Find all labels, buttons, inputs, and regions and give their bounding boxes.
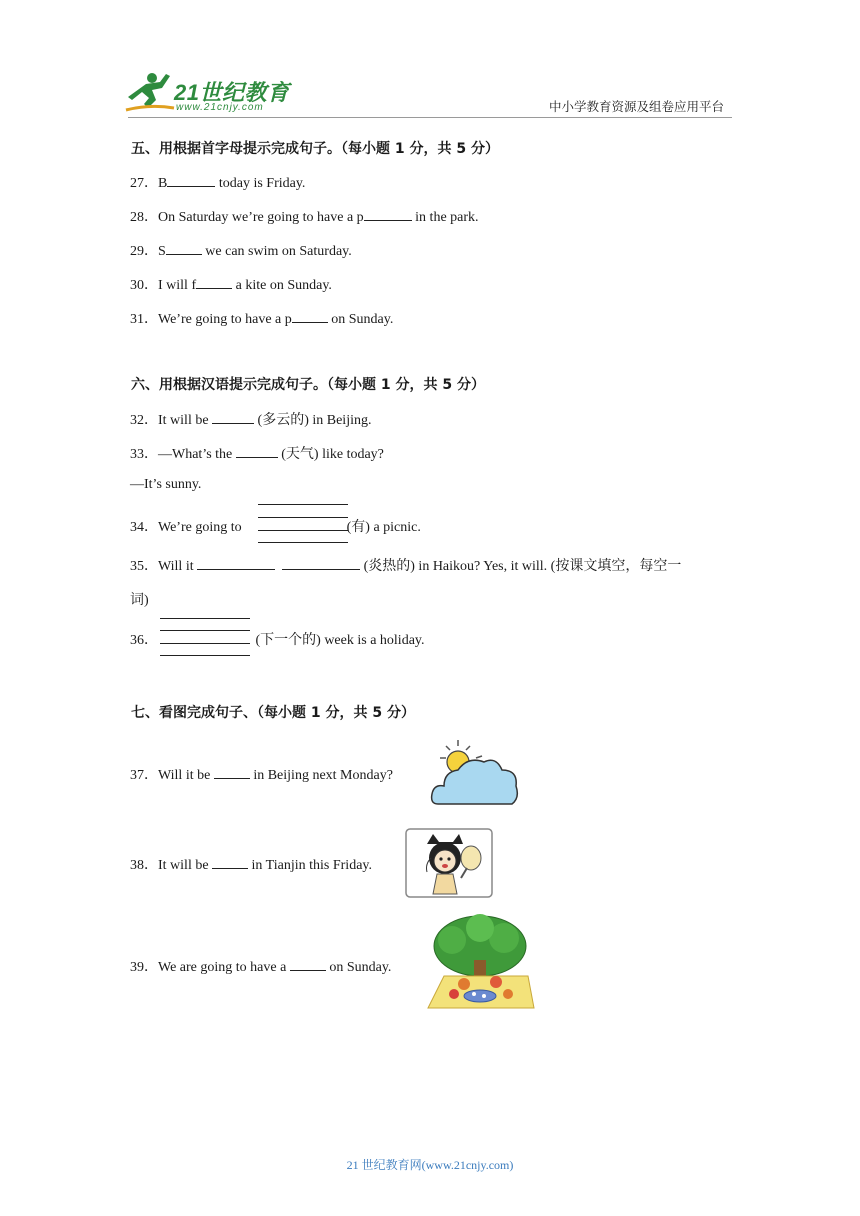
question-text-pre: I will f	[158, 278, 197, 293]
answer-blank[interactable]	[212, 854, 248, 869]
answer-blank[interactable]	[236, 443, 278, 458]
question-text-post: today is Friday.	[215, 176, 306, 191]
question-number: 36．	[130, 633, 158, 648]
question-number: 39．	[130, 960, 158, 975]
question-text-post: in Tianjin this Friday.	[248, 858, 372, 873]
answer-blank-1[interactable]	[197, 555, 275, 570]
question-29	[130, 240, 352, 260]
answer-blank[interactable]	[290, 956, 326, 971]
footer-text: 21 世纪教育网(www.21cnjy.com)	[346, 1158, 514, 1172]
section-6-title: 六、用根据汉语提示完成句子。（每小题 1 分，共 5 分）	[131, 377, 485, 393]
question-text-post: (下一个的) week is a holiday.	[252, 633, 425, 648]
question-text-pre: We’re going to	[158, 520, 246, 535]
answer-blank[interactable]	[214, 764, 250, 779]
question-35	[130, 555, 681, 575]
question-number: 38．	[130, 858, 158, 873]
question-number: 35．	[130, 559, 158, 574]
question-37	[130, 764, 393, 784]
question-text-post: in Beijing next Monday?	[249, 768, 393, 783]
question-text-pre: Will it be	[158, 768, 214, 783]
question-number: 33．	[130, 447, 158, 462]
question-text-pre: S	[158, 244, 166, 259]
question-text-pre: B	[158, 176, 168, 191]
question-text-pre: It will be	[158, 858, 213, 873]
answer-blank[interactable]	[364, 206, 412, 221]
answer-blank[interactable]	[167, 172, 215, 187]
platform-label: 中小学教育资源及组卷应用平台	[549, 99, 725, 114]
answer-line	[160, 618, 250, 619]
question-27	[130, 172, 305, 192]
question-text-post: (有) a picnic.	[343, 520, 421, 535]
question-text-post: (天气) like today?	[277, 447, 384, 462]
question-text-post: (炎热的) in Haikou? Yes, it will. (按课文填空，每空一	[360, 559, 682, 574]
question-text-pre: Will it	[158, 559, 198, 574]
question-text-post: on Sunday.	[325, 960, 392, 975]
question-text-post: on Sunday.	[327, 312, 394, 327]
question-number: 37．	[130, 768, 158, 783]
section-7-title: 七、看图完成句子、（每小题 1 分，共 5 分）	[131, 705, 415, 721]
section-5-title: 五、用根据首字母提示完成句子。（每小题 1 分，共 5 分）	[131, 141, 499, 157]
header-divider	[128, 117, 732, 118]
question-39	[130, 956, 391, 976]
question-32	[130, 409, 371, 429]
answer-blank[interactable]	[212, 409, 254, 424]
question-text-pre: We are going to have a	[158, 960, 290, 975]
question-text-post: a kite on Sunday.	[232, 278, 332, 293]
brand-logo	[122, 70, 292, 116]
runner-logo-icon	[122, 70, 178, 114]
question-number: 29．	[130, 244, 158, 259]
question-number: 31．	[130, 312, 158, 327]
question-text-post: (多云的) in Beijing.	[254, 413, 372, 428]
answer-blank[interactable]	[292, 308, 328, 323]
question-text-post: in the park.	[411, 210, 479, 225]
cloud-sun-icon	[428, 736, 522, 808]
brand-site: www.21cnjy.com	[176, 102, 264, 113]
question-number: 27．	[130, 176, 158, 191]
answer-line	[258, 504, 348, 505]
question-30	[130, 274, 332, 294]
answer-blank[interactable]	[196, 274, 232, 289]
question-35-wrap: 词)	[130, 593, 149, 608]
question-34	[130, 516, 421, 536]
question-number: 32．	[130, 413, 158, 428]
question-text-pre: On Saturday we’re going to have a p	[158, 210, 364, 225]
question-number: 28．	[130, 210, 158, 225]
question-36	[130, 629, 425, 649]
question-text-post: we can swim on Saturday.	[201, 244, 352, 259]
question-31	[130, 308, 393, 328]
brand-name: 21世纪教育	[174, 80, 290, 105]
question-number: 34．	[130, 520, 158, 535]
picnic-tree-icon	[424, 910, 536, 1016]
question-38	[130, 854, 372, 874]
answer-blank[interactable]	[166, 240, 202, 255]
question-33-answer: —It’s sunny.	[130, 477, 202, 492]
question-28	[130, 206, 479, 226]
question-text-pre: It will be	[158, 413, 213, 428]
answer-blank-2[interactable]	[282, 555, 360, 570]
hot-girl-fan-icon	[405, 828, 493, 898]
question-33	[130, 443, 384, 463]
question-text-pre: —What’s the	[158, 447, 236, 462]
question-text-pre: We’re going to have a p	[158, 312, 292, 327]
question-number: 30．	[130, 278, 158, 293]
answer-line	[160, 655, 250, 656]
answer-line	[258, 542, 348, 543]
